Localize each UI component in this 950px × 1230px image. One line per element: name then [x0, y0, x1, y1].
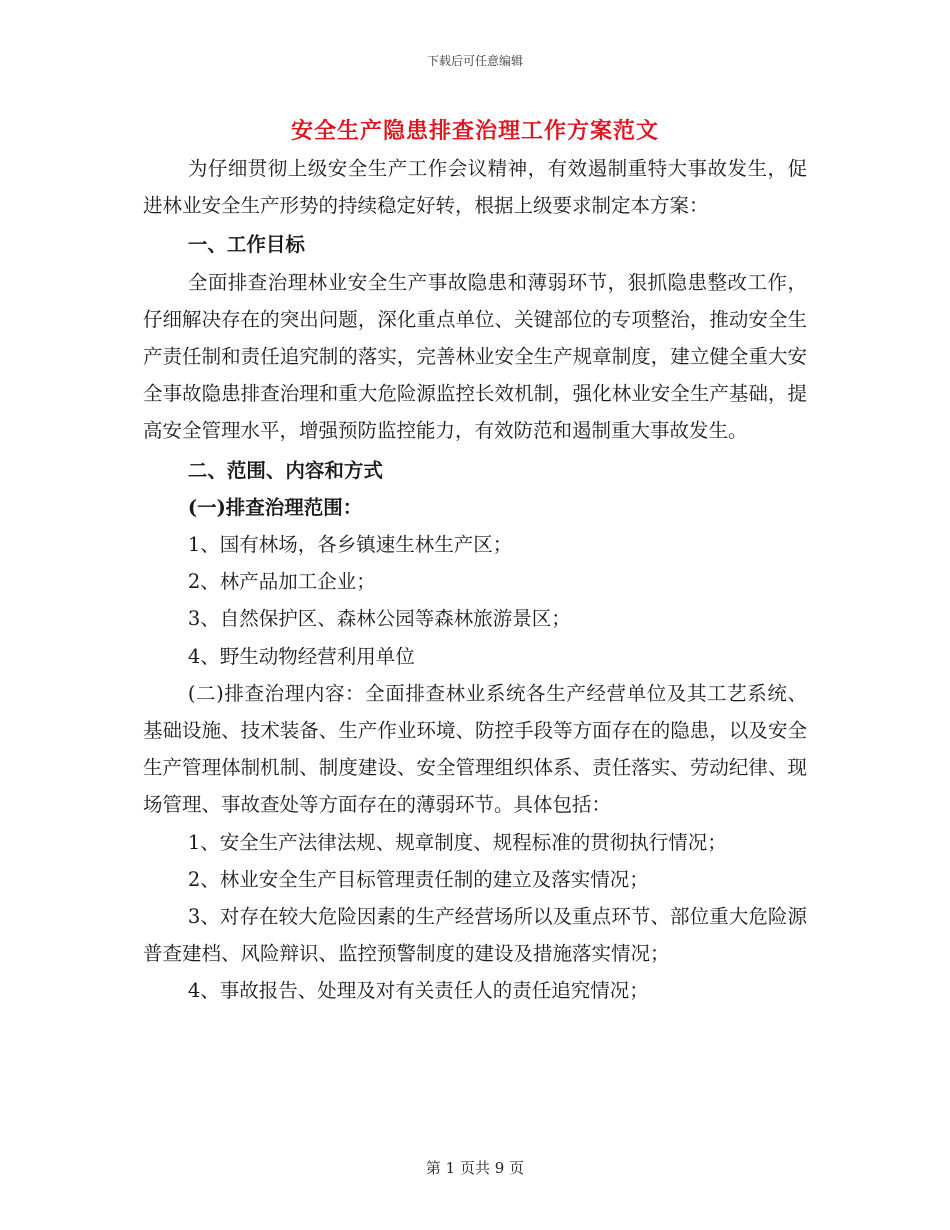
list-item: 2、林业安全生产目标管理责任制的建立及落实情况；	[187, 867, 649, 891]
document-title: 安全生产隐患排查治理工作方案范文	[290, 118, 659, 144]
document-body	[143, 150, 807, 1010]
section-1-body: 全面排查治理林业安全生产事故隐患和薄弱环节，狠抓隐患整改工作，仔细解决存在的突出问题，深化重点单位、关键部位的专项整治，推动安全生产责任制和责任追究制的落实，完善林业安全生产规章制度，建立健全重大安全事故隐患排查治理和重大危险源监控长效机制，强化林业安全生产基础，提高安全管理水平，增强预防监控能力，有效防范和遏制重大事故发生。	[143, 270, 807, 443]
section-2-heading: 二、范围、内容和方式	[187, 458, 383, 482]
list-item: 4、野生动物经营利用单位	[187, 644, 415, 668]
list-item: 4、事故报告、处理及对有关责任人的责任追究情况；	[187, 979, 649, 1003]
section-1-heading: 一、工作目标	[187, 233, 305, 257]
list-item: 3、自然保护区、森林公园等森林旅游景区；	[187, 607, 571, 631]
intro-paragraph: 为仔细贯彻上级安全生产工作会议精神，有效遏制重特大事故发生，促进林业安全生产形势的持续稳定好转，根据上级要求制定本方案：	[143, 157, 807, 218]
list-item: 1、国有林场，各乡镇速生林生产区；	[187, 533, 513, 557]
list-item: 3、对存在较大危险因素的生产经营场所以及重点环节、部位重大危险源普查建档、风险辩识、监控预警制度的建设及措施落实情况；	[143, 905, 807, 966]
subsection-2-body: (二)排查治理内容：全面排查林业系统各生产经营单位及其工艺系统、基础设施、技术装备、生产作业环境、防控手段等方面存在的隐患，以及安全生产管理体制机制、制度建设、安全管理组织体系、责任落实、劳动纪律、现场管理、事故查处等方面存在的薄弱环节。具体包括：	[143, 681, 807, 817]
subsection-1-heading: (一)排查治理范围：	[187, 495, 363, 519]
page-number: 第 1 页共 9 页	[425, 1159, 525, 1177]
list-item: 2、林产品加工企业；	[187, 570, 376, 594]
list-item: 1、安全生产法律法规、规章制度、规程标准的贯彻执行情况；	[187, 830, 727, 854]
header-note: 下载后可任意编辑	[426, 54, 523, 68]
